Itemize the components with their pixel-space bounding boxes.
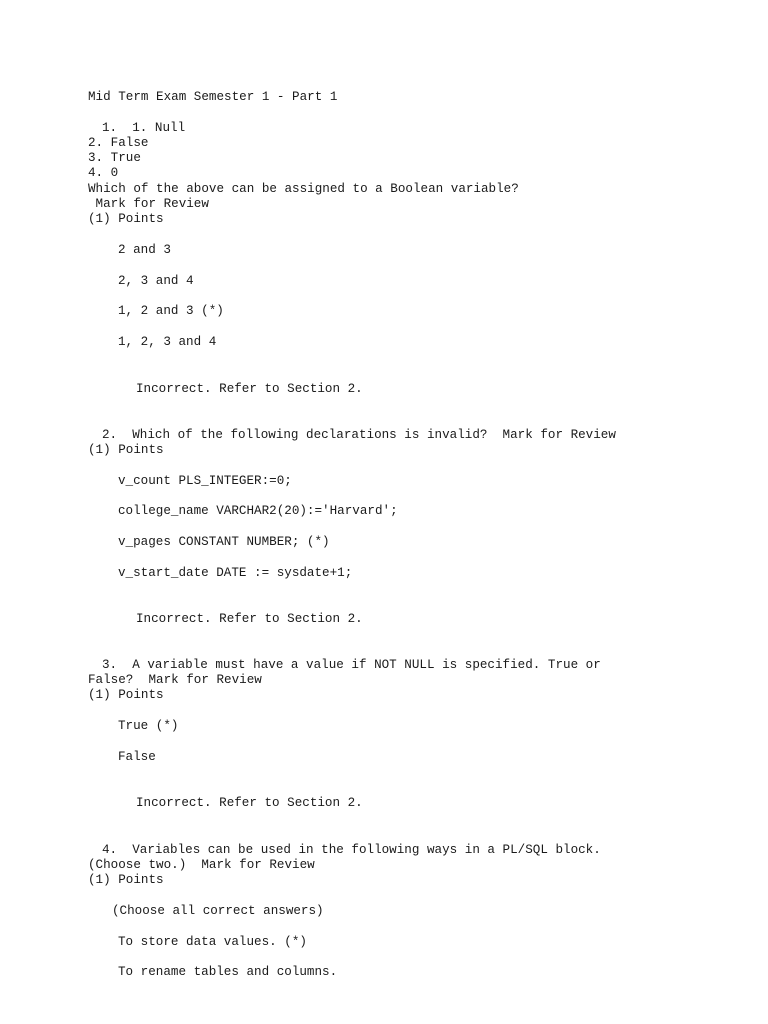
q3-option[interactable]: False bbox=[118, 750, 156, 764]
q3-question-text: 3. A variable must have a value if NOT NULL is specified. True or bbox=[102, 658, 601, 672]
q4-option[interactable]: To rename tables and columns. bbox=[118, 965, 338, 979]
q4-question-text: 4. Variables can be used in the following ways in a PL/SQL block. bbox=[102, 843, 601, 857]
q1-mark-for-review: Mark for Review bbox=[88, 197, 209, 211]
q1-option[interactable]: 1, 2 and 3 (*) bbox=[118, 304, 224, 318]
q2-option[interactable]: v_start_date DATE := sysdate+1; bbox=[118, 566, 353, 580]
q1-line: 4. 0 bbox=[88, 166, 119, 180]
q1-question-text: Which of the above can be assigned to a Boolean variable? bbox=[88, 182, 519, 196]
q4-question-text: (Choose two.) Mark for Review bbox=[88, 858, 315, 872]
q1-points: (1) Points bbox=[88, 212, 164, 226]
q4-points: (1) Points bbox=[88, 873, 164, 887]
q2-option[interactable]: college_name VARCHAR2(20):='Harvard'; bbox=[118, 504, 398, 518]
q1-option[interactable]: 1, 2, 3 and 4 bbox=[118, 335, 217, 349]
q1-number-line: 1. 1. Null bbox=[102, 121, 186, 135]
q2-option[interactable]: v_pages CONSTANT NUMBER; (*) bbox=[118, 535, 330, 549]
q3-points: (1) Points bbox=[88, 688, 164, 702]
q4-option[interactable]: To store data values. (*) bbox=[118, 935, 307, 949]
q4-instruction: (Choose all correct answers) bbox=[112, 904, 324, 918]
q3-option[interactable]: True (*) bbox=[118, 719, 179, 733]
q1-line: 2. False bbox=[88, 136, 149, 150]
q2-feedback: Incorrect. Refer to Section 2. bbox=[136, 612, 363, 626]
q3-question-text: False? Mark for Review bbox=[88, 673, 262, 687]
q2-points: (1) Points bbox=[88, 443, 164, 457]
q3-feedback: Incorrect. Refer to Section 2. bbox=[136, 796, 363, 810]
q2-question-text: 2. Which of the following declarations is invalid? Mark for Review bbox=[102, 428, 616, 442]
q1-line: 3. True bbox=[88, 151, 141, 165]
q1-option[interactable]: 2, 3 and 4 bbox=[118, 274, 194, 288]
q2-option[interactable]: v_count PLS_INTEGER:=0; bbox=[118, 474, 292, 488]
q1-option[interactable]: 2 and 3 bbox=[118, 243, 171, 257]
q1-feedback: Incorrect. Refer to Section 2. bbox=[136, 382, 363, 396]
page-title: Mid Term Exam Semester 1 - Part 1 bbox=[88, 90, 338, 104]
